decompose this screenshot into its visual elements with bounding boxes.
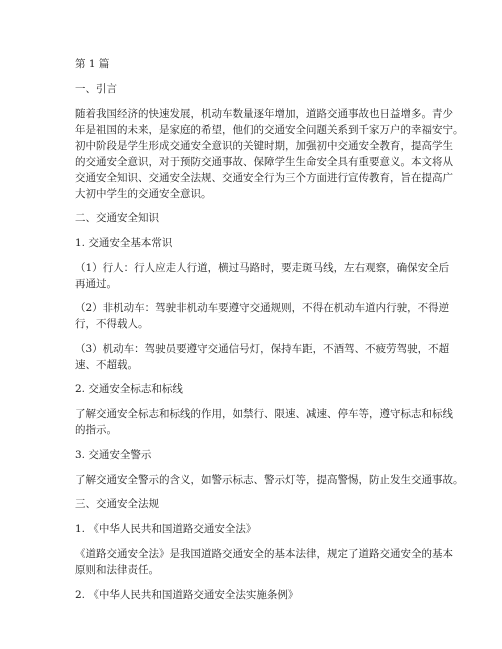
subsection-heading: 2. 《中华人民共和国道路交通安全法实施条例》 <box>75 589 299 601</box>
paragraph-line: 年是祖国的未来，是家庭的希望，他们的交通安全问题关系到千家万户的幸福安宁。 <box>75 124 464 136</box>
paragraph-line: 初中阶段是学生形成交通安全意识的关键时期，加强初中交通安全教育，提高学生 <box>75 140 453 152</box>
paragraph-line: （3）机动车：驾驶员要遵守交通信号灯，保持车距，不酒驾、不疲劳驾驶，不超 <box>75 343 450 355</box>
paragraph-line: 《道路交通安全法》是我国道路交通安全的基本法律，规定了道路交通安全的基本 <box>75 548 453 560</box>
paragraph-line: 的指示。 <box>75 424 117 436</box>
chapter-label: 第 1 篇 <box>75 58 110 70</box>
paragraph-line: 行，不得载人。 <box>75 318 149 330</box>
paragraph-line: 随着我国经济的快速发展，机动车数量逐年增加，道路交通事故也日益增多。青少 <box>75 108 453 120</box>
paragraph-line: 了解交通安全标志和标线的作用，如禁行、限速、减速、停车等，遵守标志和标线 <box>75 408 453 420</box>
paragraph-line: 速、不超载。 <box>75 359 138 371</box>
section-heading: 一、引言 <box>75 83 117 95</box>
paragraph-line: 原则和法律责任。 <box>75 564 159 576</box>
paragraph-line: （1）行人：行人应走人行道，横过马路时，要走斑马线，左右观察，确保安全后 <box>75 262 450 274</box>
section-heading: 三、交通安全法规 <box>75 498 159 510</box>
section-heading: 二、交通安全知识 <box>75 212 159 224</box>
paragraph-line: 再通过。 <box>75 278 117 290</box>
subsection-heading: 3. 交通安全警示 <box>75 449 152 461</box>
paragraph-line: 了解交通安全警示的含义，如警示标志、警示灯等，提高警惕，防止发生交通事故。 <box>75 474 464 486</box>
paragraph-line: 的交通安全意识，对于预防交通事故、保障学生生命安全具有重要意义。本文将从 <box>75 156 453 168</box>
paragraph-line: 大初中学生的交通安全意识。 <box>75 188 212 200</box>
subsection-heading: 1. 《中华人民共和国道路交通安全法》 <box>75 523 257 535</box>
subsection-heading: 1. 交通安全基本常识 <box>75 237 173 249</box>
subsection-heading: 2. 交通安全标志和标线 <box>75 383 183 395</box>
paragraph-line: （2）非机动车：驾驶非机动车要遵守交通规则，不得在机动车道内行驶，不得逆 <box>75 302 450 314</box>
paragraph-line: 交通安全知识、交通安全法规、交通安全行为三个方面进行宣传教育，旨在提高广 <box>75 172 453 184</box>
